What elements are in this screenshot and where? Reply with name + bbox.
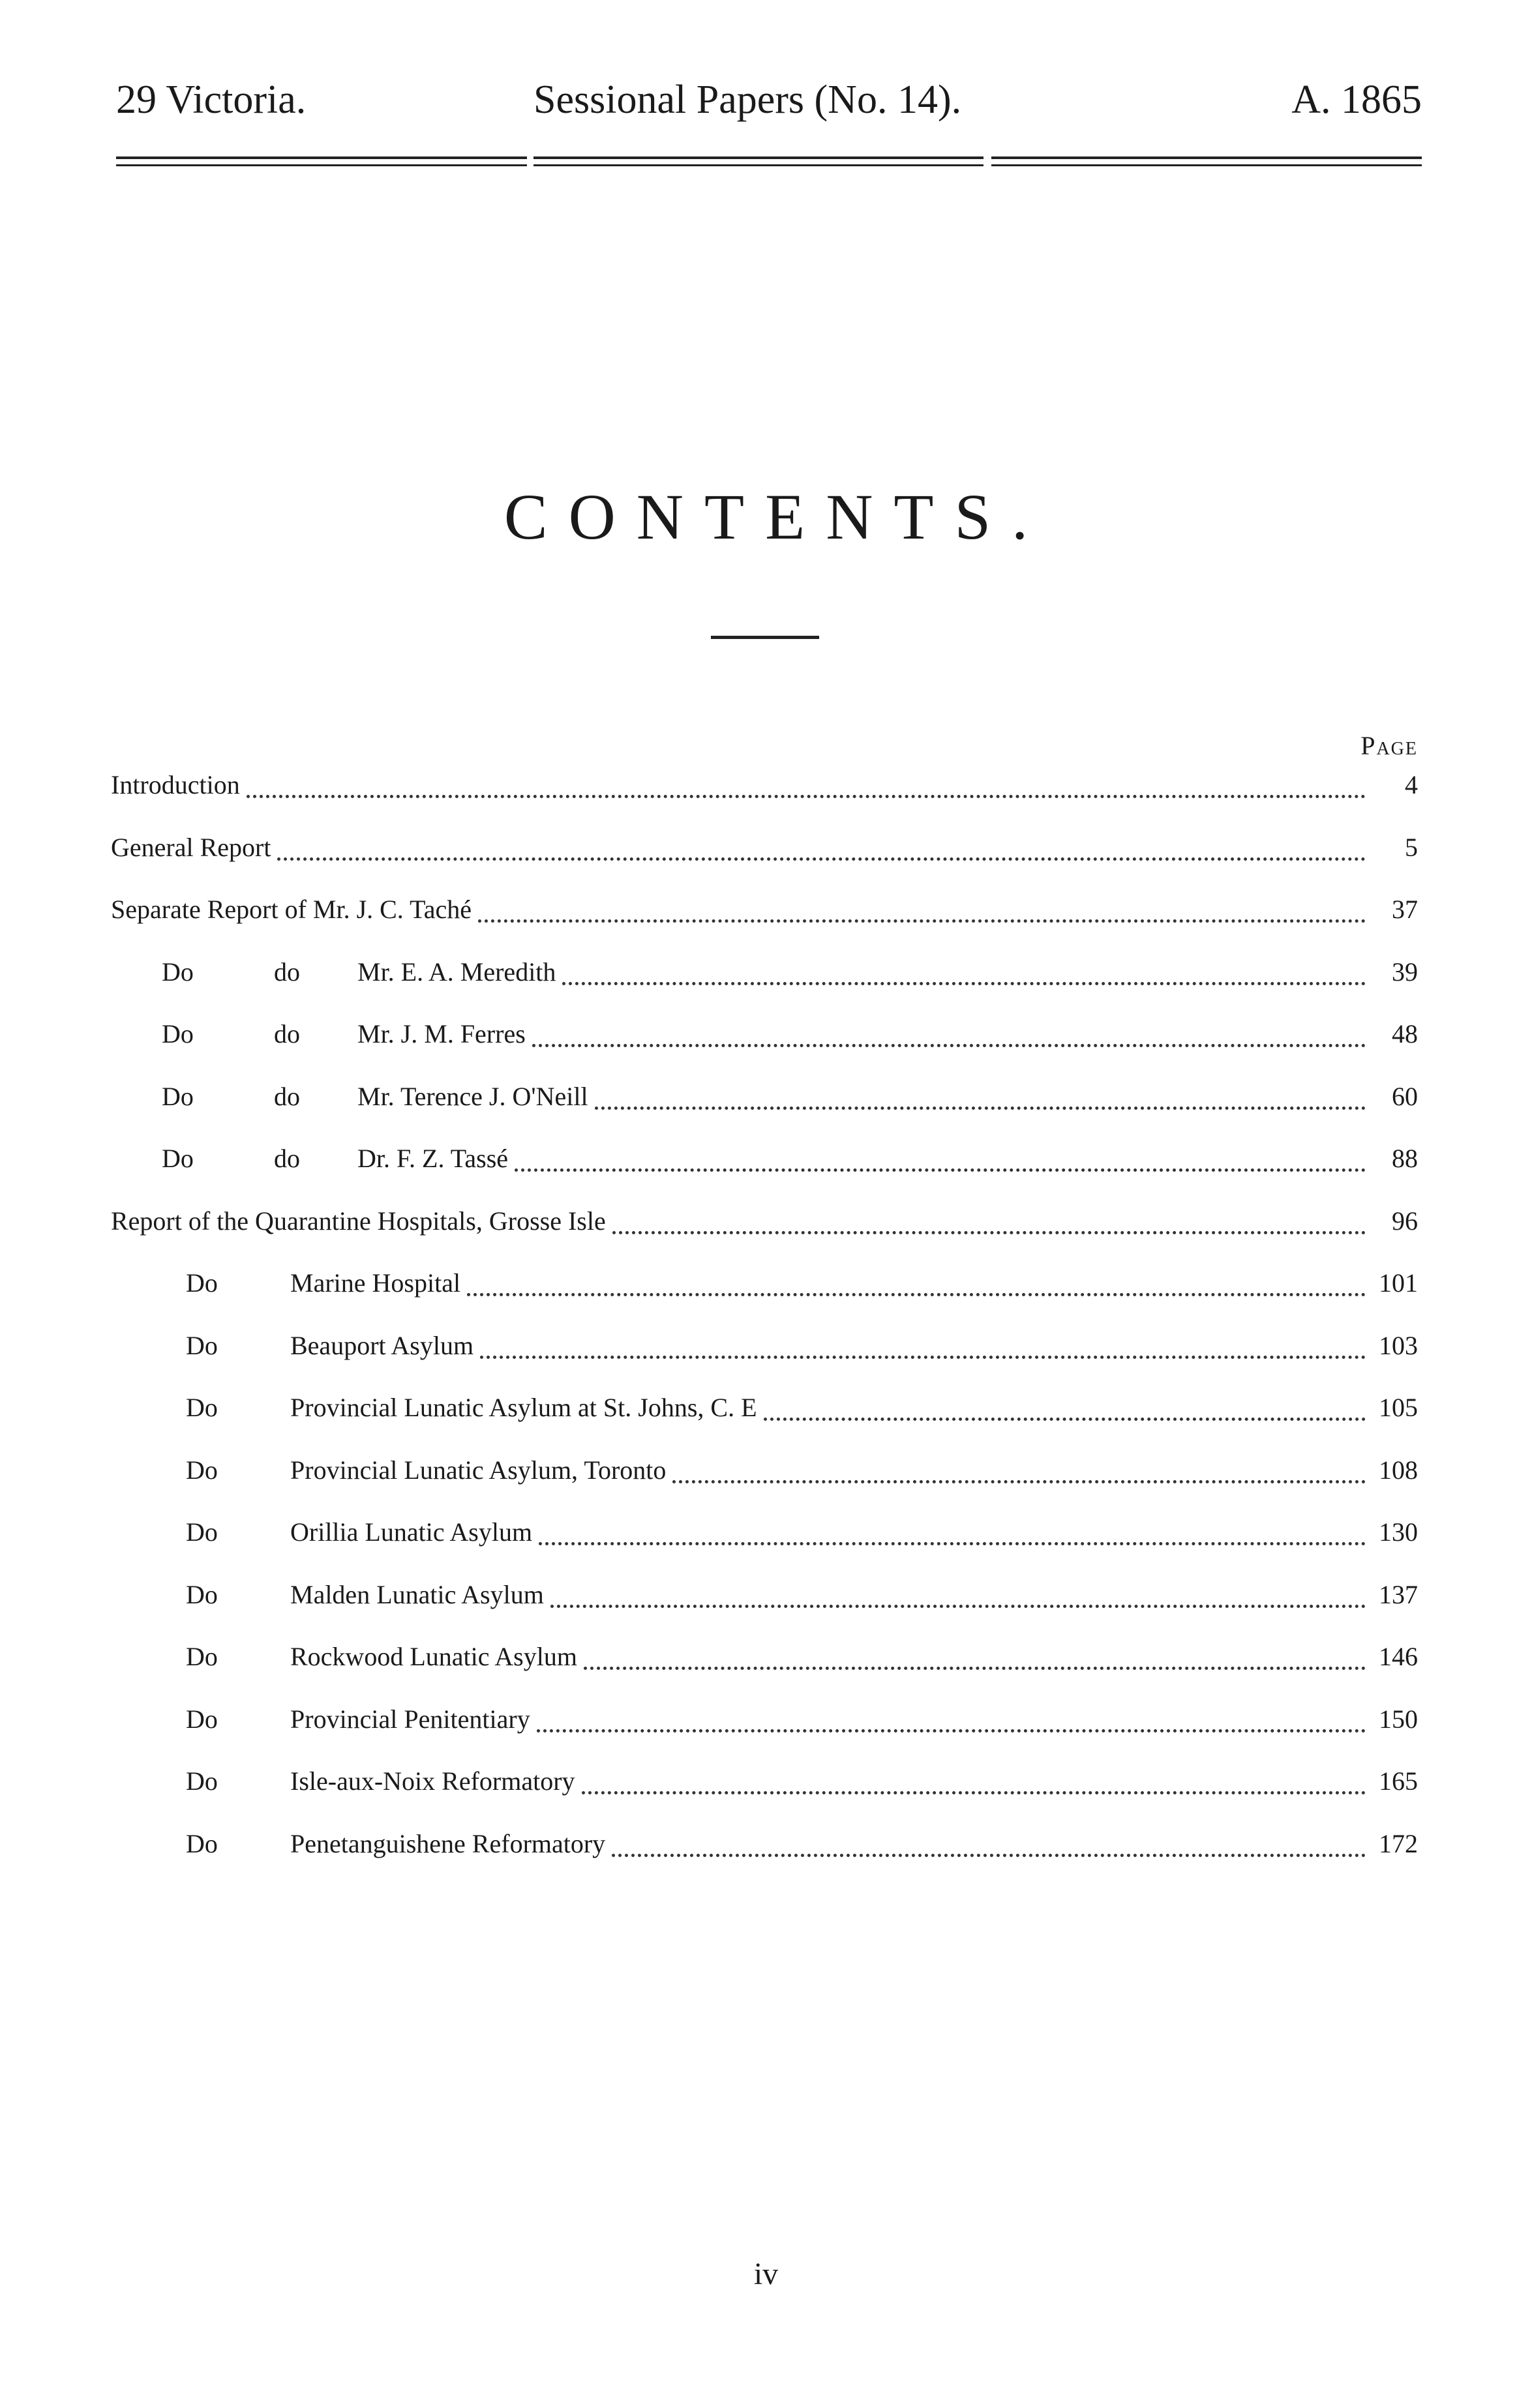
- ditto-mark: Do: [186, 1517, 218, 1547]
- toc-entry-title: Marine Hospital: [290, 1268, 461, 1298]
- toc-entry-page: 137: [1379, 1579, 1418, 1609]
- page-title: CONTENTS.: [503, 481, 1049, 553]
- header-double-rule-center: [533, 156, 984, 168]
- toc-entry: [186, 1766, 1418, 1805]
- toc-entry-page: 60: [1392, 1081, 1418, 1111]
- dot-leader: [467, 1293, 1366, 1296]
- dot-leader: [515, 1168, 1366, 1172]
- toc-entry: [162, 1018, 1418, 1058]
- dot-leader: [612, 1231, 1366, 1234]
- dot-leader: [612, 1854, 1366, 1857]
- toc-entry: [186, 1579, 1418, 1618]
- running-header: [116, 77, 1422, 136]
- ditto-mark: Do: [186, 1642, 218, 1671]
- toc-entry-title: Provincial Penitentiary: [290, 1704, 530, 1734]
- header-paper-title: Sessional Papers (No. 14).: [533, 78, 962, 122]
- toc-entry-title: Mr. Terence J. O'Neill: [357, 1081, 588, 1111]
- ditto-mark: Do: [186, 1268, 218, 1298]
- toc-entry-page: 101: [1379, 1268, 1418, 1298]
- toc-entry: [186, 1828, 1418, 1867]
- toc-entry-title: Provincial Lunatic Asylum, Toronto: [290, 1455, 667, 1485]
- dot-leader: [480, 1356, 1366, 1359]
- toc-entry-page: 150: [1379, 1704, 1418, 1734]
- toc-entry-title: Introduction: [111, 770, 240, 799]
- toc-entry: [162, 1143, 1418, 1182]
- toc-entry-page: 108: [1379, 1455, 1418, 1485]
- toc-entry-title: Penetanguishene Reformatory: [290, 1828, 606, 1858]
- dot-leader: [562, 982, 1366, 985]
- toc-entry-title: Isle-aux-Noix Reformatory: [290, 1766, 575, 1796]
- dot-leader: [764, 1418, 1366, 1421]
- title-rule: [711, 636, 819, 639]
- toc-entry-title: Rockwood Lunatic Asylum: [290, 1642, 577, 1671]
- toc-entry-page: 130: [1379, 1517, 1418, 1547]
- ditto-mark: Do: [186, 1393, 218, 1422]
- toc-entry-page: 37: [1392, 895, 1418, 924]
- toc-entry: [186, 1268, 1418, 1307]
- dot-leader: [584, 1667, 1366, 1670]
- page-column-heading: Page: [1360, 731, 1418, 760]
- toc-entry-page: 165: [1379, 1766, 1418, 1796]
- toc-entry-title: Mr. E. A. Meredith: [357, 957, 556, 987]
- header-year: A. 1865: [1291, 78, 1422, 122]
- toc-entry: [111, 1206, 1418, 1245]
- dot-leader: [478, 919, 1366, 923]
- toc-entry: [162, 957, 1418, 996]
- toc-entry-title: Orillia Lunatic Asylum: [290, 1517, 533, 1547]
- toc-entry-page: 172: [1379, 1828, 1418, 1858]
- dot-leader: [532, 1044, 1366, 1047]
- ditto-mark: Do: [186, 1766, 218, 1796]
- ditto-mark: do: [274, 1019, 300, 1048]
- ditto-mark: do: [274, 1144, 300, 1173]
- toc-entry-title: General Report: [111, 832, 271, 862]
- toc-entry-page: 88: [1392, 1144, 1418, 1173]
- toc-entry-title: Mr. J. M. Ferres: [357, 1019, 526, 1048]
- toc-entry: [186, 1330, 1418, 1369]
- toc-entry: [186, 1704, 1418, 1743]
- toc-entry-page: 96: [1392, 1206, 1418, 1236]
- toc-entry: [111, 769, 1418, 809]
- page-folio: iv: [753, 2257, 779, 2291]
- ditto-mark: Do: [162, 1081, 194, 1111]
- toc-entry-page: 5: [1405, 832, 1418, 862]
- toc-entry: [186, 1392, 1418, 1431]
- toc-entry-page: 39: [1392, 957, 1418, 987]
- toc-entry-page: 4: [1405, 770, 1418, 799]
- toc-entry-title: Malden Lunatic Asylum: [290, 1579, 544, 1609]
- ditto-mark: Do: [186, 1330, 218, 1360]
- toc-entry: [162, 1081, 1418, 1120]
- toc-entry-title: Separate Report of Mr. J. C. Taché: [111, 895, 472, 924]
- dot-leader: [672, 1480, 1366, 1483]
- ditto-mark: Do: [186, 1828, 218, 1858]
- ditto-mark: do: [274, 957, 300, 987]
- toc-entry-page: 146: [1379, 1642, 1418, 1671]
- dot-leader: [539, 1542, 1366, 1545]
- ditto-mark: Do: [186, 1704, 218, 1734]
- toc-entry: [186, 1455, 1418, 1494]
- toc-entry-title: Provincial Lunatic Asylum at St. Johns, C. E: [290, 1393, 757, 1422]
- header-double-rule-left: [116, 156, 527, 168]
- header-session: 29 Victoria.: [116, 78, 307, 122]
- toc-entry: [186, 1517, 1418, 1556]
- ditto-mark: Do: [186, 1579, 218, 1609]
- toc-entry-page: 48: [1392, 1019, 1418, 1048]
- header-double-rule-right: [991, 156, 1422, 168]
- ditto-mark: Do: [162, 1019, 194, 1048]
- dot-leader: [537, 1729, 1366, 1732]
- toc-entry-title: Dr. F. Z. Tassé: [357, 1144, 509, 1173]
- toc-entry: [186, 1641, 1418, 1680]
- toc-entry-title: Report of the Quarantine Hospitals, Grosse Isle: [111, 1206, 606, 1236]
- toc-entry-title: Beauport Asylum: [290, 1330, 474, 1360]
- ditto-mark: Do: [162, 957, 194, 987]
- toc-entry-page: 105: [1379, 1393, 1418, 1422]
- toc-entry: [111, 832, 1418, 871]
- ditto-mark: do: [274, 1081, 300, 1111]
- dot-leader: [595, 1107, 1366, 1110]
- dot-leader: [277, 857, 1366, 861]
- dot-leader: [550, 1605, 1366, 1608]
- ditto-mark: Do: [186, 1455, 218, 1485]
- dot-leader: [582, 1791, 1366, 1794]
- toc-entry-page: 103: [1379, 1330, 1418, 1360]
- toc-entry: [111, 894, 1418, 933]
- dot-leader: [247, 795, 1366, 798]
- ditto-mark: Do: [162, 1144, 194, 1173]
